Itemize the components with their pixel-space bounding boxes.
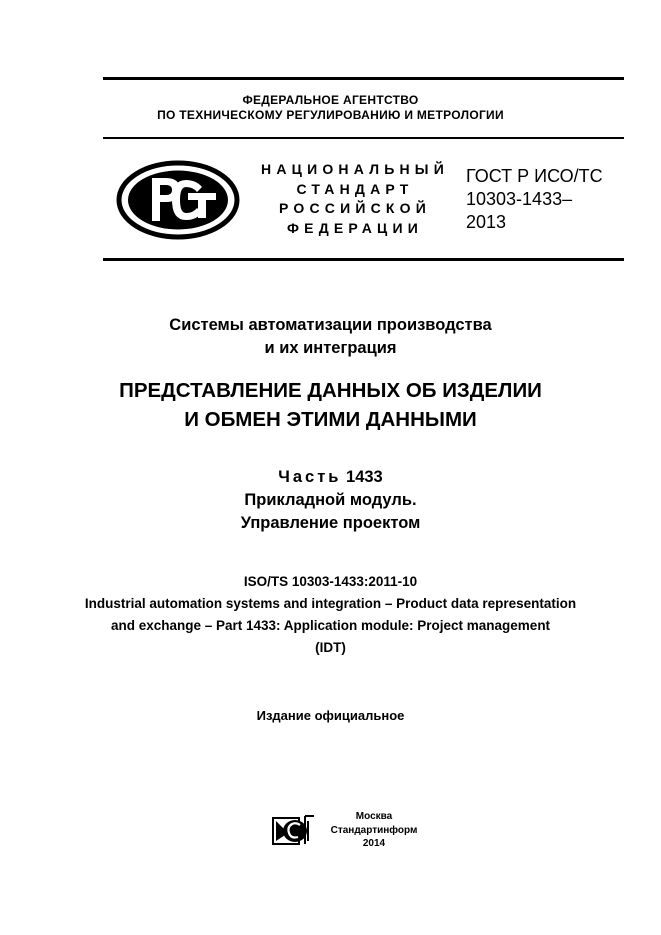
agency-block (0, 93, 661, 123)
rst-logo-icon (116, 160, 240, 240)
series-title (0, 314, 661, 360)
series-line-1: Системы автоматизации производства (169, 316, 492, 334)
top-rule (103, 77, 624, 80)
publisher-year: 2014 (362, 838, 386, 849)
agency-rule (103, 137, 624, 139)
part-number: 1433 (346, 468, 383, 486)
gost-designation (466, 165, 603, 234)
edition-label: Издание официальное (256, 708, 405, 723)
intl-line-2: and exchange – Part 1433: Application module: Project management (110, 618, 551, 633)
intl-line-3: (IDT) (315, 640, 346, 655)
part-block (0, 466, 661, 535)
part-line-2: Прикладной модуль. (244, 491, 417, 509)
gost-line-1: ГОСТ Р ИСО/ТС (466, 166, 603, 186)
national-line-2: СТАНДАРТ (296, 180, 414, 197)
main-title-line-2: И ОБМЕН ЭТИМИ ДАННЫМИ (184, 408, 477, 431)
publisher-city: Москва (355, 811, 393, 822)
agency-line-1: ФЕДЕРАЛЬНОЕ АГЕНТСТВО (242, 93, 419, 107)
agency-line-2: ПО ТЕХНИЧЕСКОМУ РЕГУЛИРОВАНИЮ И МЕТРОЛОГИИ (157, 108, 504, 122)
national-line-1: НАЦИОНАЛЬНЫЙ (261, 161, 449, 177)
gost-line-3: 2013 (466, 212, 507, 232)
series-line-2: и их интеграция (264, 339, 397, 357)
gost-line-2: 10303-1433– (466, 189, 573, 209)
intl-code: ISO/TS 10303-1433:2011-10 (243, 574, 418, 589)
main-title (0, 376, 661, 434)
standartinform-logo-icon (272, 813, 316, 847)
intl-line-1: Industrial automation systems and integration – Product data representation (84, 596, 577, 611)
publisher-imprint (314, 810, 434, 851)
national-line-3: РОССИЙСКОЙ (279, 200, 431, 216)
main-title-line-1: ПРЕДСТАВЛЕНИЕ ДАННЫХ ОБ ИЗДЕЛИИ (119, 379, 542, 402)
header-rule (103, 258, 624, 261)
publisher-name: Стандартинформ (330, 824, 418, 836)
part-heading (0, 466, 661, 489)
national-standard-label (250, 160, 460, 238)
part-line-3: Управление проектом (240, 514, 421, 532)
national-line-4: ФЕДЕРАЦИИ (287, 219, 423, 236)
international-reference (0, 571, 661, 659)
part-word: Часть (278, 468, 342, 486)
